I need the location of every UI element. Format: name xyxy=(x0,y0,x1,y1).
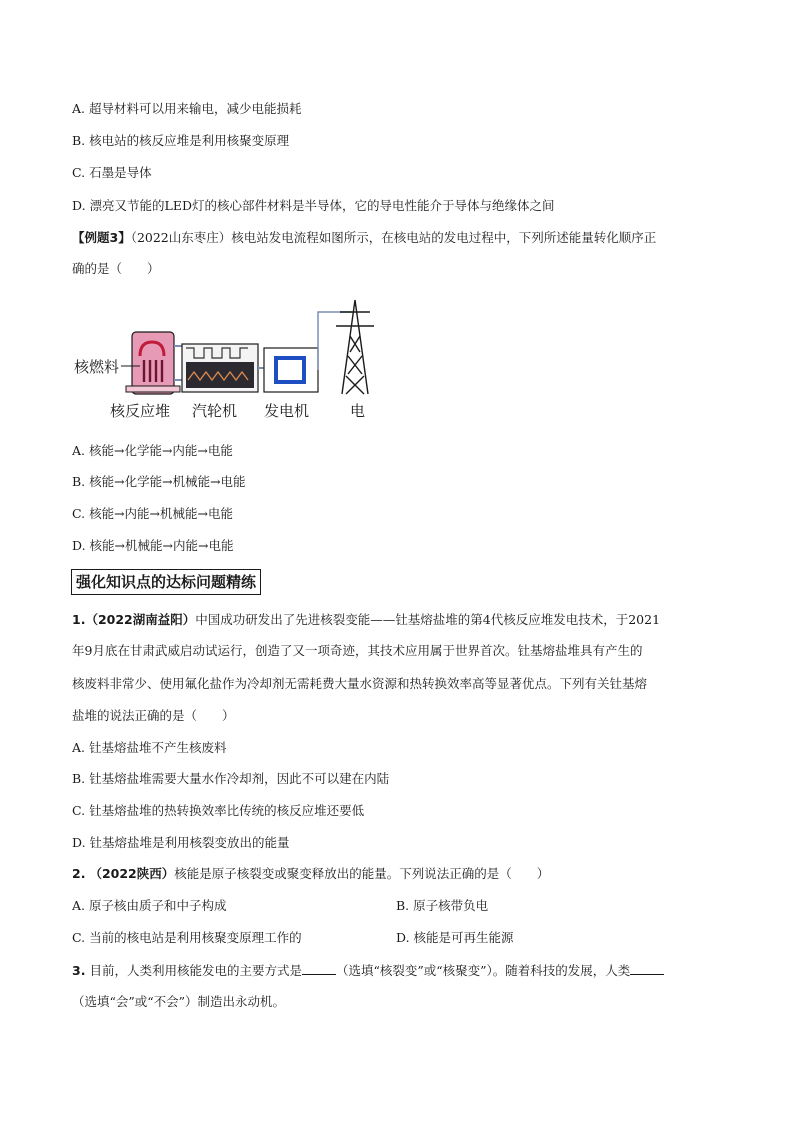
section-title: 强化知识点的达标问题精练 xyxy=(71,569,261,595)
q2-source: （2022陕西） xyxy=(89,866,175,881)
example3-option-b: B. 核能→化学能→机械能→电能 xyxy=(72,474,246,489)
q3-stem-line1 xyxy=(72,962,664,979)
q1-option-c: C. 钍基熔盐堆的热转换效率比传统的核反应堆还要低 xyxy=(72,803,365,818)
q1-option-d: D. 钍基熔盐堆是利用核裂变放出的能量 xyxy=(72,835,290,850)
turbine-icon xyxy=(182,344,258,392)
reactor-label: 核反应堆 xyxy=(110,402,171,420)
q2-stem xyxy=(72,866,549,882)
q1-stem-line4: 盐堆的说法正确的是（ ） xyxy=(72,708,235,723)
q2-text: 核能是原子核裂变或聚变释放出的能量。下列说法正确的是（ ） xyxy=(174,866,550,881)
answer-blank-2[interactable] xyxy=(630,962,664,975)
q1-number: 1. xyxy=(72,612,86,627)
q1-stem-line1 xyxy=(72,612,660,628)
example3-option-a: A. 核能→化学能→内能→电能 xyxy=(72,443,233,458)
q1-stem-line3: 核废料非常少、使用氟化盐作为冷却剂无需耗费大量水资源和热转换效率高等显著优点。下列有关钍基熔 xyxy=(72,676,648,691)
q3-part2: （选填“核裂变”或“核聚变”）。随着科技的发展，人类 xyxy=(335,963,631,978)
example3-source: （2022山东枣庄） xyxy=(130,230,232,245)
example3-stem-line2: 确的是（ ） xyxy=(72,261,160,276)
option-a: A. 超导材料可以用来输电，减少电能损耗 xyxy=(72,101,302,116)
reactor-icon xyxy=(126,332,180,394)
option-c: C. 石墨是导体 xyxy=(72,165,152,180)
generator-label: 发电机 xyxy=(264,402,310,420)
example3-option-c: C. 核能→内能→机械能→电能 xyxy=(72,506,233,521)
example3-stem xyxy=(72,230,656,246)
electricity-label: 电 xyxy=(350,402,366,420)
q3-part1: 目前，人类利用核能发电的主要方式是 xyxy=(89,963,302,978)
example3-option-d: D. 核能→机械能→内能→电能 xyxy=(72,538,234,553)
q2-option-b: B. 原子核带负电 xyxy=(396,898,489,913)
generator-icon xyxy=(264,348,318,392)
q3-number: 3. xyxy=(72,963,86,978)
q2-option-a: A. 原子核由质子和中子构成 xyxy=(72,898,227,913)
q1-option-a: A. 钍基熔盐堆不产生核废料 xyxy=(72,740,227,755)
q2-option-c: C. 当前的核电站是利用核聚变原理工作的 xyxy=(72,930,302,945)
option-b: B. 核电站的核反应堆是利用核聚变原理 xyxy=(72,133,290,148)
power-plant-diagram xyxy=(74,296,386,420)
q1-stem-line2: 年9月底在甘肃武威启动试运行，创造了又一项奇迹，其技术应用属于世界首次。钍基熔盐堆具有产生的 xyxy=(72,643,643,658)
turbine-label: 汽轮机 xyxy=(192,402,238,420)
q2-options-row1 xyxy=(72,898,226,914)
example3-stem-text: 核电站发电流程如图所示，在核电站的发电过程中，下列所述能量转化顺序正 xyxy=(231,230,657,245)
option-d: D. 漂亮又节能的LED灯的核心部件材料是半导体，它的导电性能介于导体与绝缘体之间 xyxy=(72,198,555,213)
q1-text: 中国成功研发出了先进核裂变能——钍基熔盐堆的第4代核反应堆发电技术，于2021 xyxy=(195,612,661,627)
q2-number: 2. xyxy=(72,866,86,881)
q1-source: （2022湖南益阳） xyxy=(85,612,196,627)
q2-option-d: D. 核能是可再生能源 xyxy=(396,930,514,945)
fuel-label: 核燃料 xyxy=(74,358,120,376)
example3-tag: 【例题3】 xyxy=(72,230,131,245)
q3-stem-line2: （选填“会”或“不会”）制造出永动机。 xyxy=(72,994,286,1009)
answer-blank-1[interactable] xyxy=(302,962,336,975)
q1-option-b: B. 钍基熔盐堆需要大量水作冷却剂，因此不可以建在内陆 xyxy=(72,771,390,786)
